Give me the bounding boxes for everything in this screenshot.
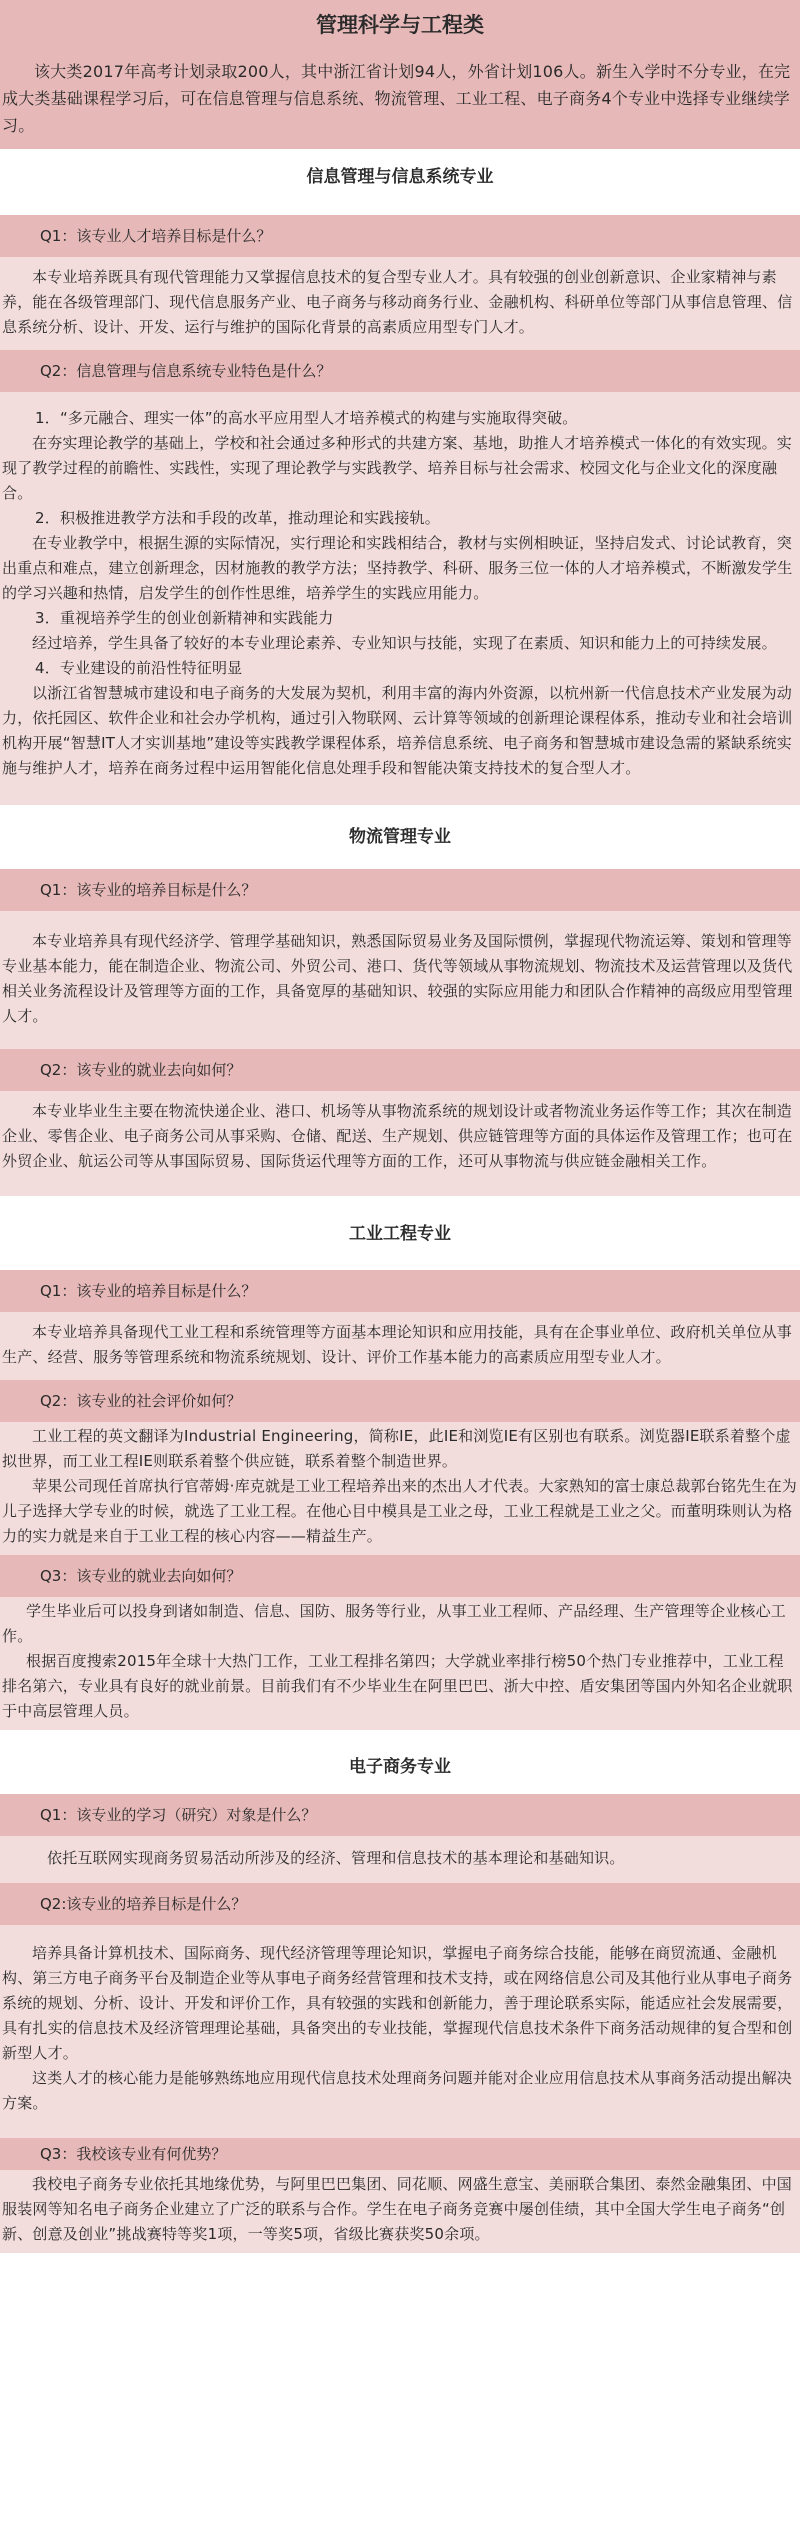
answer-paragraph: 经过培养，学生具备了较好的本专业理论素养、专业知识与技能，实现了在素质、知识和能力上的可持续发展。 (32, 634, 777, 652)
question-header: Q2：信息管理与信息系统专业特色是什么？ (0, 350, 800, 392)
answer-subheading: 1．“多元融合、理实一体”的高水平应用型人才培养模式的构建与实施取得突破。 (35, 409, 578, 427)
answer-paragraph: 学生毕业后可以投身到诸如制造、信息、国防、服务等行业，从事工业工程师、产品经理、生产管理等企业核心工作。 (2, 1602, 787, 1645)
answer-block (0, 392, 800, 805)
major-title: 电子商务专业 (349, 1757, 451, 1777)
question-header: Q2：该专业的就业去向如何？ (0, 1049, 800, 1091)
answer-block (0, 1422, 800, 1555)
answer-block (0, 2170, 800, 2253)
question-header: Q1：该专业的培养目标是什么？ (0, 1270, 800, 1312)
answer-block (0, 911, 800, 1049)
page-title: 管理科学与工程类 (316, 13, 484, 37)
answer-subheading: 3．重视培养学生的创业创新精神和实践能力 (35, 609, 334, 627)
category-intro (0, 0, 800, 149)
answer-paragraph: 在夯实理论教学的基础上，学校和社会通过多种形式的共建方案、基地，助推人才培养模式一体化的有效实现。实现了教学过程的前瞻性、实践性，实现了理论教学与实践教学、培养目标与社会需求、校园文化与企业文化的深度融合。 (2, 434, 793, 502)
question-header: Q2：该专业的社会评价如何？ (0, 1380, 800, 1422)
question-header: Q2:该专业的培养目标是什么？ (0, 1883, 800, 1925)
answer-block (0, 1836, 800, 1883)
answer-paragraph: 依托互联网实现商务贸易活动所涉及的经济、管理和信息技术的基本理论和基础知识。 (47, 1849, 625, 1867)
answer-paragraph: 在专业教学中，根据生源的实际情况，实行理论和实践相结合，教材与实例相映证，坚持启发式、讨论试教育，突出重点和难点，建立创新理念，因材施教的教学方法；坚持教学、科研、服务三位一体的人才培养模式，不断激发学生的学习兴趣和热情，启发学生的创作性思维，培养学生的实践应用能力。 (2, 534, 793, 602)
major-title: 信息管理与信息系统专业 (306, 167, 494, 187)
answer-paragraph: 我校电子商务专业依托其地缘优势，与阿里巴巴集团、同花顺、网盛生意宝、美丽联合集团、泰然金融集团、中国服装网等知名电子商务企业建立了广泛的联系与合作。学生在电子商务竞赛中屡创佳绩，其中全国大学生电子商务“创新、创意及创业”挑战赛特等奖1项，一等奖5项，省级比赛获奖50余项。 (2, 2175, 793, 2243)
major-logistics-management (0, 805, 800, 1196)
question-header: Q1：该专业的学习（研究）对象是什么？ (0, 1794, 800, 1836)
answer-paragraph: 本专业培养具有现代经济学、管理学基础知识，熟悉国际贸易业务及国际惯例，掌握现代物流运筹、策划和管理等专业基本能力，能在制造企业、物流公司、外贸公司、港口、货代等领域从事物流规划、物流技术及运营管理以及货代相关业务流程设计及管理等方面的工作，具备宽厚的基础知识、较强的实际应用能力和团队合作精神的高级应用型管理人才。 (2, 932, 793, 1025)
question-header: Q1：该专业人才培养目标是什么？ (0, 215, 800, 257)
question-header: Q1：该专业的培养目标是什么？ (0, 869, 800, 911)
question-header: Q3：该专业的就业去向如何？ (0, 1555, 800, 1597)
major-title: 工业工程专业 (349, 1224, 451, 1244)
intro-paragraph: 该大类2017年高考计划录取200人，其中浙江省计划94人，外省计划106人。新生入学时不分专业，在完成大类基础课程学习后，可在信息管理与信息系统、物流管理、工业工程、电子商务4个专业中选择专业继续学习。 (2, 62, 791, 135)
answer-paragraph: 本专业培养具备现代工业工程和系统管理等方面基本理论知识和应用技能，具有在企事业单位、政府机关单位从事生产、经营、服务等管理系统和物流系统规划、设计、评价工作基本能力的高素质应用型专业人才。 (2, 1323, 793, 1366)
major-e-commerce (0, 1730, 800, 2253)
answer-paragraph: 工业工程的英文翻译为Industrial Engineering，简称IE，此IE和浏览IE有区别也有联系。浏览器IE联系着整个虚拟世界，而工业工程IE则联系着整个供应链，联系着整个制造世界。 (2, 1427, 791, 1470)
answer-paragraph: 本专业毕业生主要在物流快递企业、港口、机场等从事物流系统的规划设计或者物流业务运作等工作；其次在制造企业、零售企业、电子商务公司从事采购、仓储、配送、生产规划、供应链管理等方面的具体运作及管理工作；也可在外贸企业、航运公司等从事国际贸易、国际货运代理等方面的工作，还可从事物流与供应链金融相关工作。 (2, 1102, 793, 1170)
major-information-management (0, 149, 800, 805)
answer-block (0, 1597, 800, 1730)
answer-paragraph: 这类人才的核心能力是能够熟练地应用现代信息技术处理商务问题并能对企业应用信息技术从事商务活动提出解决方案。 (2, 2069, 793, 2112)
answer-paragraph: 根据百度搜索2015年全球十大热门工作，工业工程排名第四；大学就业率排行榜50个热门专业推荐中，工业工程排名第六，专业具有良好的就业前景。目前我们有不少毕业生在阿里巴巴、浙大中控、盾安集团等国内外知名企业就职于中高层管理人员。 (2, 1652, 793, 1720)
answer-paragraph: 以浙江省智慧城市建设和电子商务的大发展为契机，利用丰富的海内外资源，以杭州新一代信息技术产业发展为动力，依托园区、软件企业和社会办学机构，通过引入物联网、云计算等领域的创新理论课程体系，推动专业和社会培训机构开展“智慧IT人才实训基地”建设等实践教学课程体系，培养信息系统、电子商务和智慧城市建设急需的紧缺系统实施与维护人才，培养在商务过程中运用智能化信息处理手段和智能决策支持技术的复合型人才。 (2, 684, 793, 777)
answer-paragraph: 本专业培养既具有现代管理能力又掌握信息技术的复合型专业人才。具有较强的创业创新意识、企业家精神与素养，能在各级管理部门、现代信息服务产业、电子商务与移动商务行业、金融机构、科研单位等部门从事信息管理、信息系统分析、设计、开发、运行与维护的国际化背景的高素质应用型专门人才。 (2, 268, 793, 336)
answer-paragraph: 苹果公司现任首席执行官蒂姆·库克就是工业工程培养出来的杰出人才代表。大家熟知的富士康总裁郭台铭先生在为儿子选择大学专业的时候，就选了工业工程。在他心目中模具是工业之母，工业工程就是工业之父。而董明珠则认为格力的实力就是来自于工业工程的核心内容——精益生产。 (2, 1477, 797, 1545)
answer-block (0, 257, 800, 350)
answer-block (0, 1091, 800, 1196)
answer-block (0, 1312, 800, 1380)
answer-block (0, 1925, 800, 2138)
answer-subheading: 4．专业建设的前沿性特征明显 (35, 659, 243, 677)
answer-paragraph: 培养具备计算机技术、国际商务、现代经济管理等理论知识，掌握电子商务综合技能，能够在商贸流通、金融机构、第三方电子商务平台及制造企业等从事电子商务经营管理和技术支持，或在网络信息公司及其他行业从事电子商务系统的规划、分析、设计、开发和评价工作，具有较强的实践和创新能力，善于理论联系实际，能适应社会发展需要，具有扎实的信息技术及经济管理理论基础，具备突出的专业技能，掌握现代信息技术条件下商务活动规律的复合型和创新型人才。 (2, 1944, 793, 2062)
question-header: Q3：我校该专业有何优势？ (0, 2138, 800, 2170)
major-industrial-engineering (0, 1196, 800, 1730)
answer-subheading: 2．积极推进教学方法和手段的改革，推动理论和实践接轨。 (35, 509, 440, 527)
major-title: 物流管理专业 (349, 827, 451, 847)
